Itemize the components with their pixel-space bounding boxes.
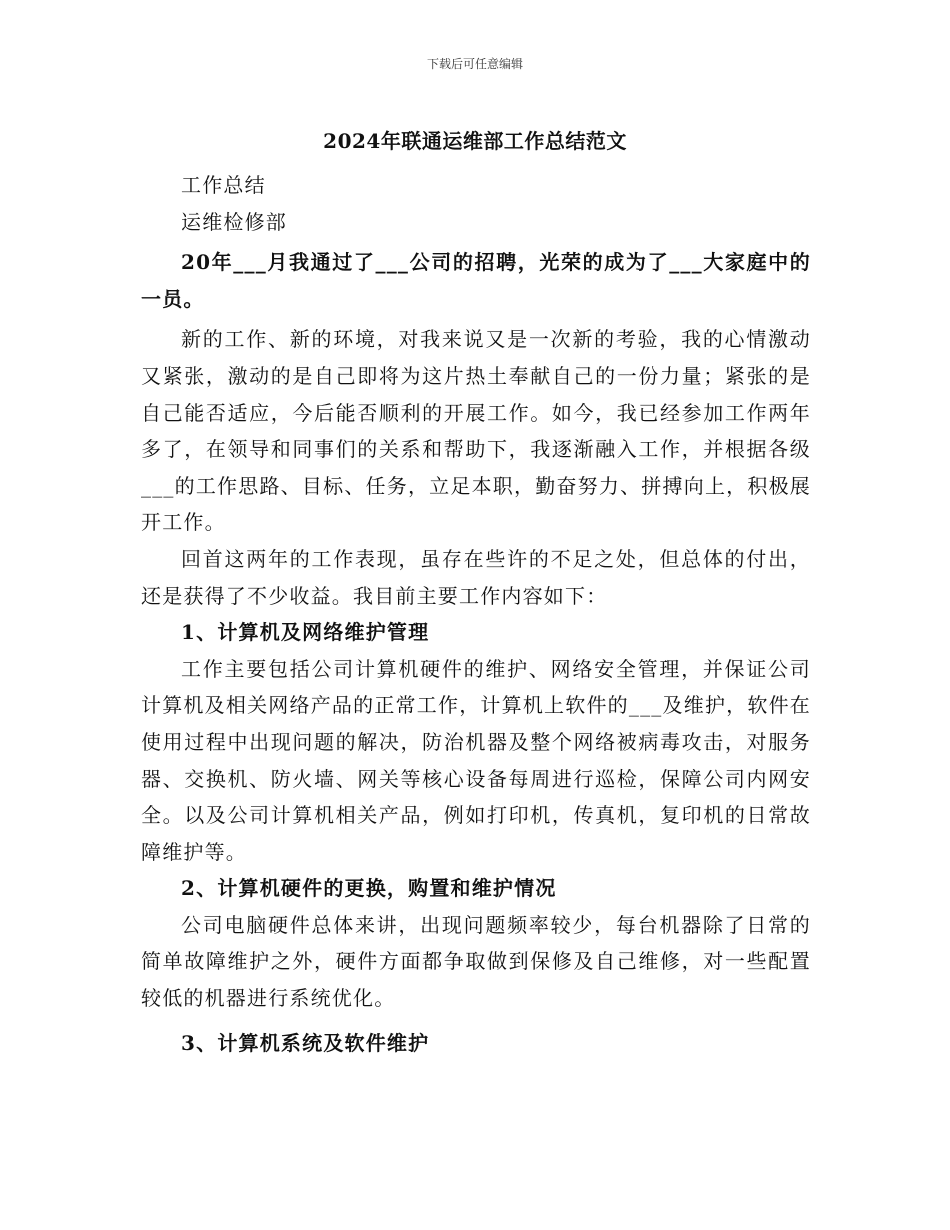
page-header-note: 下载后可任意编辑	[426, 57, 523, 71]
document-title: 2024年联通运维部工作总结范文	[323, 129, 627, 153]
body-line-department: 运维检修部	[181, 209, 287, 234]
body-paragraph: 公司电脑硬件总体来讲，出现问题频率较少，每台机器除了日常的简单故障维护之外，硬件方面都争取做到保修及自己维修，对一些配置较低的机器进行系统优化。	[141, 912, 811, 1011]
body-paragraph: 工作主要包括公司计算机硬件的维护、网络安全管理，并保证公司计算机及相关网络产品的正常工作，计算机上软件的___及维护，软件在使用过程中出现问题的解决，防治机器及整个网络被病毒攻击，对服务器、交换机、防火墙、网关等核心设备每周进行巡检，保障公司内网安全。以及公司计算机相关产品，例如打印机，传真机，复印机的日常故障维护等。	[141, 656, 811, 864]
intro-paragraph: 20年___月我通过了___公司的招聘，光荣的成为了___大家庭中的一员。	[141, 250, 811, 311]
section-heading: 1、计算机及网络维护管理	[181, 620, 430, 645]
body-paragraph: 新的工作、新的环境，对我来说又是一次新的考验，我的心情激动又紧张，激动的是自己即将为这片热土奉献自己的一份力量；紧张的是自己能否适应，今后能否顺利的开展工作。如今，我已经参加工作两年多了，在领导和同事们的关系和帮助下，我逐渐融入工作，并根据各级___的工作思路、目标、任务，立足本职，勤奋努力、拼搏向上，积极展开工作。	[141, 327, 811, 535]
document-body	[141, 167, 811, 1061]
section-heading: 2、计算机硬件的更换，购置和维护情况	[181, 876, 557, 901]
body-paragraph: 回首这两年的工作表现，虽存在些许的不足之处，但总体的付出，还是获得了不少收益。我目前主要工作内容如下：	[141, 546, 811, 608]
section-heading: 3、计算机系统及软件维护	[181, 1030, 430, 1055]
body-line-work-summary: 工作总结	[181, 173, 266, 197]
